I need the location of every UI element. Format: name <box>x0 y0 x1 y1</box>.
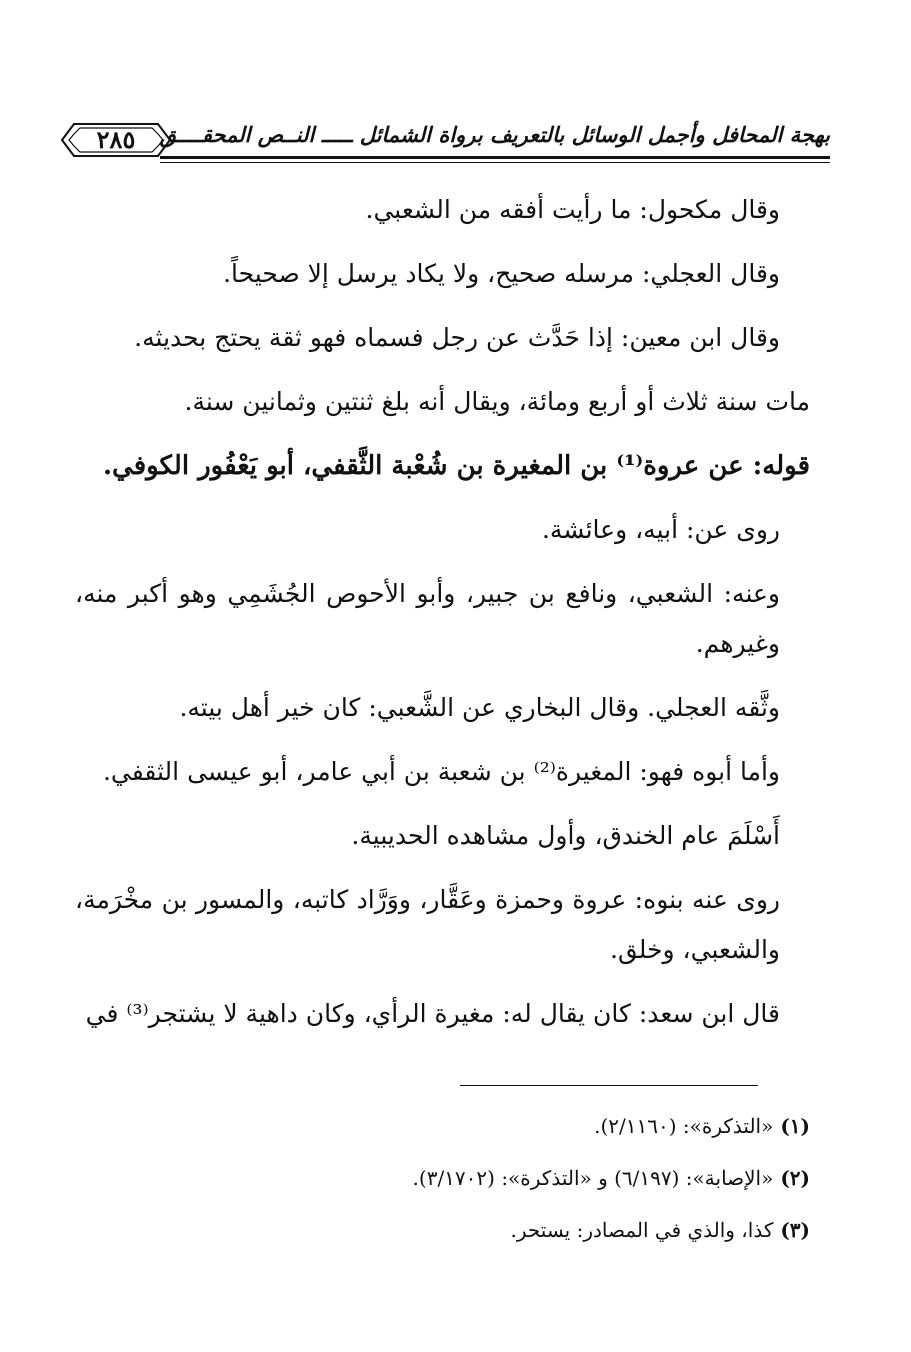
paragraph: وثَّقه العجلي. وقال البخاري عن الشَّعبي: كان خير أهل بيته. <box>179 693 780 722</box>
paragraph: وأما أبوه فهو: المغيرة⁽²⁾ بن شعبة بن أبي عامر، أبو عيسى الثقفي. <box>102 757 780 786</box>
paragraph: مات سنة ثلاث أو أربع ومائة، ويقال أنه بلغ ثنتين وثمانين سنة. <box>184 387 810 416</box>
page-header <box>40 118 830 170</box>
paragraph: وقال العجلي: مرسله صحيح، ولا يكاد يرسل إلا صحيحاً. <box>223 259 780 288</box>
page-number-badge <box>60 118 172 162</box>
footnote <box>75 1204 810 1256</box>
paragraph: وقال ابن معين: إذا حَدَّث عن رجل فسماه فهو ثقة يحتج بحديثه. <box>134 323 780 352</box>
header-rule <box>160 156 830 163</box>
footnote-text: كذا، والذي في المصادر: يستحر. <box>510 1218 774 1242</box>
footnote-number: (٢) <box>780 1166 810 1190</box>
paragraph: وعنه: الشعبي، ونافع بن جبير، وأبو الأحوص الجُشَمِي وهو أكبر منه، وغيرهم. <box>75 579 780 658</box>
footnote-number: (١) <box>780 1114 810 1138</box>
paragraph: قال ابن سعد: كان يقال له: مغيرة الرأي، وكان داهية لا يشتجر⁽³⁾ في <box>85 999 780 1028</box>
page-number: ٢٨٥ <box>96 125 136 154</box>
footnotes <box>75 1100 810 1256</box>
footnote <box>75 1152 810 1204</box>
footnote-text: «التذكرة»: (٢/١١٦٠). <box>594 1114 774 1138</box>
main-text <box>75 178 810 1046</box>
paragraph: روى عنه بنوه: عروة وحمزة وعَقَّار، ووَرَّاد كاتبه، والمسور بن مخْرَمة، والشعبي، وخلق. <box>75 885 780 964</box>
footnote-text: «الإصابة»: (٦/١٩٧) و «التذكرة»: (٣/١٧٠٢). <box>412 1166 774 1190</box>
footnote-separator <box>460 1085 758 1086</box>
footnote <box>75 1100 810 1152</box>
heading-paragraph: قوله: عن عروة⁽¹⁾ بن المغيرة بن شُعْبة الثَّقفي، أبو يَعْفُور الكوفي. <box>102 451 810 481</box>
paragraph: روى عن: أبيه، وعائشة. <box>541 515 780 544</box>
running-title: بهجة المحافل وأجمل الوسائل بالتعريف برواة الشمائل ـــــ النــص المحقــــق <box>159 122 830 147</box>
footnote-number: (٣) <box>780 1218 810 1242</box>
paragraph: وقال مكحول: ما رأيت أفقه من الشعبي. <box>365 195 780 224</box>
paragraph: أَسْلَمَ عام الخندق، وأول مشاهده الحديبية. <box>351 821 780 850</box>
